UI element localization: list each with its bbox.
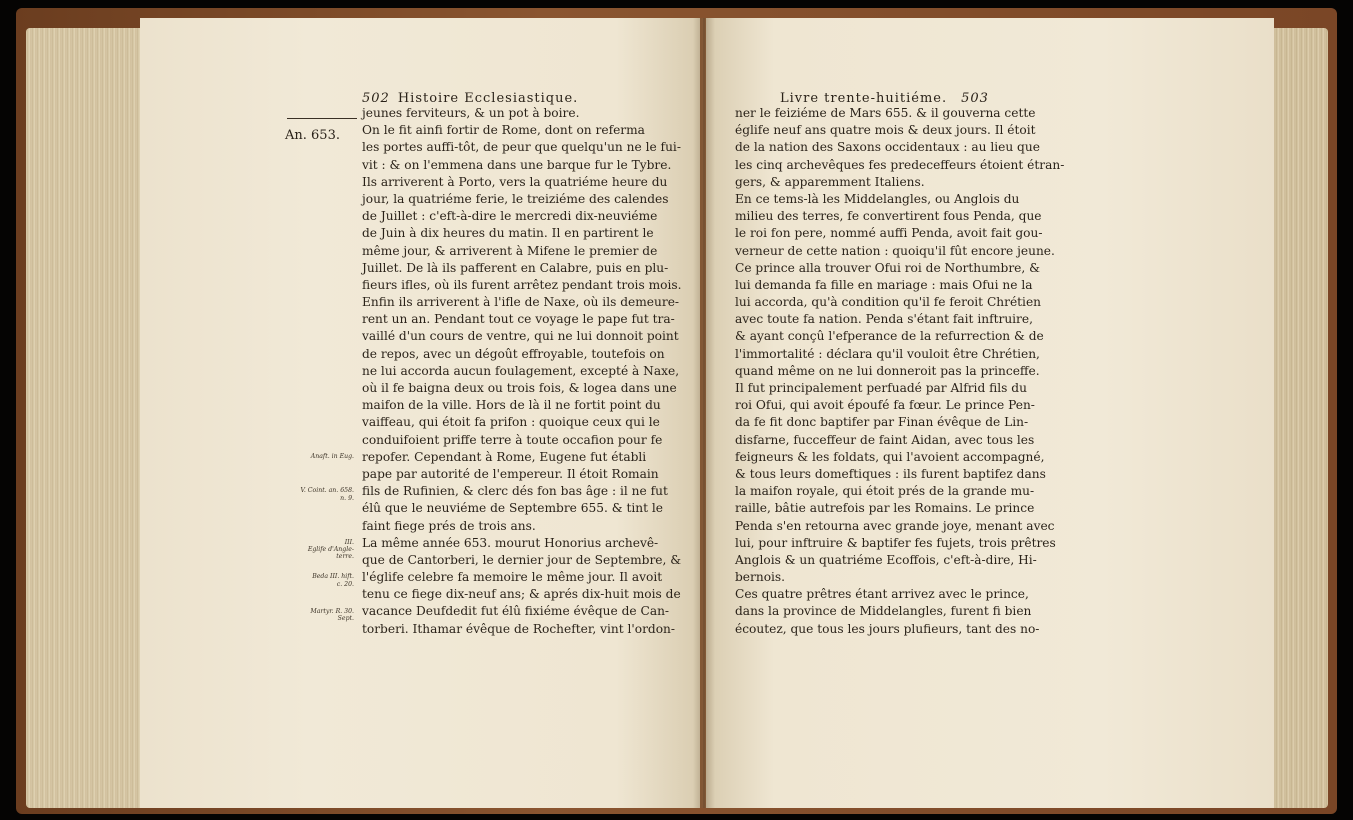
left-text-line: pape par autorité de l'empereur. Il étoit Romain xyxy=(362,466,659,481)
margin-year: An. 653. xyxy=(285,128,340,143)
right-text-line: feigneurs & les foldats, qui l'avoient accompagné, xyxy=(735,449,1045,464)
right-text-line: En ce tems-là les Middelangles, ou Anglois du xyxy=(735,191,1020,206)
left-text-line: conduifoient priffe terre à toute occafion pour fe xyxy=(362,432,663,447)
left-text-line: Ils arriverent à Porto, vers la quatriéme heure du xyxy=(362,174,668,189)
left-text-line: où il fe baigna deux ou trois fois, & logea dans une xyxy=(362,381,677,395)
left-text-line: de Juillet : c'eft-à-dire le mercredi dix-neuviéme xyxy=(362,209,658,224)
left-text-line: de repos, avec un dégoût effroyable, toutefois on xyxy=(362,346,665,361)
left-page-number: 502 xyxy=(362,91,390,106)
margin-note xyxy=(268,487,354,501)
left-text-line: vaillé d'un cours de ventre, qui ne lui donnoit point xyxy=(362,329,679,344)
right-text-line: & ayant conçû l'efperance de la refurrection & de xyxy=(735,329,1044,344)
left-text-line: l'églife celebre fa memoire le même jour. Il avoit xyxy=(362,570,663,585)
left-text-line: que de Cantorberi, le dernier jour de Septembre, & xyxy=(362,552,682,567)
margin-note xyxy=(268,539,354,561)
right-running-title: Livre trente-huitiéme. xyxy=(780,91,948,106)
margin-note-line: V. Coint. an. 658. xyxy=(300,487,354,495)
left-text-line: Enfin ils arriverent à l'ifle de Naxe, où ils demeure- xyxy=(362,295,680,310)
margin-note-line: terre. xyxy=(336,553,354,561)
margin-note-line: n. 9. xyxy=(340,494,354,502)
right-text-line: les cinq archevêques fes predeceffeurs étoient étran- xyxy=(735,157,1065,172)
margin-note-line: Sept. xyxy=(337,615,354,622)
right-text-line: milieu des terres, fe convertirent fous Penda, que xyxy=(735,209,1042,224)
right-text-line: roi Ofui, qui avoit époufé fa fœur. Le prince Pen- xyxy=(735,398,1035,413)
left-text-line: vacance Deufdedit fut élû fixiéme évêque de Can- xyxy=(362,604,670,619)
left-text-line: rent un an. Pendant tout ce voyage le pape fut tra- xyxy=(362,312,675,327)
right-text-line: Il fut principalement perfuadé par Alfrid fils du xyxy=(735,381,1027,395)
left-running-title: Histoire Ecclesiastique. xyxy=(397,91,579,106)
left-text-line: ne lui accorda aucun foulagement, excepté à Naxe, xyxy=(362,363,680,378)
right-text-line: l'immortalité : déclara qu'il vouloit être Chrétien, xyxy=(735,346,1040,361)
right-text-line: églife neuf ans quatre mois & deux jours. Il étoit xyxy=(735,123,1036,138)
margin-note xyxy=(268,573,354,587)
left-text-line: élû que le neuviéme de Septembre 655. & tint le xyxy=(362,501,663,516)
right-text-line: Penda s'en retourna avec grande joye, menant avec xyxy=(735,518,1055,533)
page-edges-right xyxy=(1270,28,1328,808)
left-text-line: même jour, & arriverent à Mifene le premier de xyxy=(362,243,658,258)
margin-note-line: Anaft. in Eug. xyxy=(310,453,354,460)
right-text-line: lui demanda fa fille en mariage : mais Ofui ne la xyxy=(735,277,1033,292)
right-text-line: Ces quatre prêtres étant arrivez avec le prince, xyxy=(735,587,1029,602)
right-text-line: lui accorda, qu'à condition qu'il fe feroit Chrétien xyxy=(735,295,1042,310)
right-text-line: le roi fon pere, nommé auffi Penda, avoit fait gou- xyxy=(735,226,1043,241)
right-text-line: quand même on ne lui donneroit pas la princeffe. xyxy=(735,363,1040,378)
left-text-line: jour, la quatriéme ferie, le treiziéme des calendes xyxy=(362,191,669,206)
right-running-head xyxy=(780,91,997,106)
left-text-line: vit : & on l'emmena dans une barque fur le Tybre. xyxy=(362,157,672,172)
margin-note-line: Eglife d'Angle- xyxy=(307,546,354,554)
right-text-line: gers, & apparemment Italiens. xyxy=(735,174,925,189)
right-text-line: bernois. xyxy=(735,570,786,585)
book-gutter xyxy=(693,18,715,808)
right-page-number: 503 xyxy=(961,91,989,106)
left-running-head xyxy=(362,91,578,106)
page-edges-left xyxy=(26,28,146,808)
left-text-line: faint fiege prés de trois ans. xyxy=(362,518,536,533)
right-text-line: avec toute fa nation. Penda s'étant fait inftruire, xyxy=(735,312,1033,327)
margin-note-line: III. xyxy=(344,539,354,546)
left-text-line: les portes auffi-tôt, de peur que quelqu'un ne le fui- xyxy=(362,140,681,155)
left-text-line: torberi. Ithamar évêque de Rochefter, vint l'ordon- xyxy=(362,621,676,636)
right-text-line: ner le feiziéme de Mars 655. & il gouverna cette xyxy=(735,106,1036,120)
left-text-line: Juillet. De là ils pafferent en Calabre, puis en plu- xyxy=(362,260,669,275)
left-text-line: maifon de la ville. Hors de là il ne fortit point du xyxy=(362,398,661,413)
left-text-line: repofer. Cependant à Rome, Eugene fut établi xyxy=(362,449,647,464)
margin-note-line: c. 20. xyxy=(336,580,354,588)
right-text-line: lui, pour inftruire & baptifer fes fujets, trois prêtres xyxy=(735,535,1056,550)
right-text-line: & tous leurs domeftiques : ils furent baptifez dans xyxy=(735,466,1046,481)
right-text-line: dans la province de Middelangles, furent fi bien xyxy=(735,604,1032,619)
left-text-line: vaiffeau, qui étoit fa prifon : quoique ceux qui le xyxy=(362,415,660,430)
right-text-line: verneur de cette nation : quoiqu'il fût encore jeune. xyxy=(735,243,1055,258)
right-text-line: disfarne, fucceffeur de faint Aidan, avec tous les xyxy=(735,432,1035,447)
margin-note-line: Martyr. R. 30. xyxy=(310,607,354,615)
margin-note xyxy=(268,453,354,460)
left-body-text xyxy=(362,105,680,638)
right-text-line: écoutez, que tous les jours plufieurs, tant des no- xyxy=(735,621,1040,636)
right-text-line: raille, bâtie autrefois par les Romains. Le prince xyxy=(735,501,1035,516)
margin-rule xyxy=(287,118,357,119)
left-text-line: tenu ce fiege dix-neuf ans; & aprés dix-huit mois de xyxy=(362,587,681,602)
left-text-line: On le fit ainfi fortir de Rome, dont on referma xyxy=(362,123,645,138)
margin-note-line: Beda III. hift. xyxy=(312,573,354,581)
right-text-line: la maifon royale, qui étoit prés de la grande mu- xyxy=(735,484,1035,499)
right-text-line: Ce prince alla trouver Ofui roi de Northumbre, & xyxy=(735,260,1040,275)
margin-note xyxy=(268,608,354,622)
right-body-text xyxy=(735,105,1065,638)
right-text-line: de la nation des Saxons occidentaux : au lieu que xyxy=(735,140,1040,155)
left-text-line: fieurs ifles, où ils furent arrêtez pendant trois mois. xyxy=(362,277,682,292)
right-text-line: da fe fit donc baptifer par Finan évêque de Lin- xyxy=(735,415,1029,430)
left-text-line: La même année 653. mourut Honorius archevê- xyxy=(362,535,659,550)
left-text-line: de Juin à dix heures du matin. Il en partirent le xyxy=(362,226,654,241)
right-text-line: Anglois & un quatriéme Ecoffois, c'eft-à-dire, Hi- xyxy=(735,552,1037,567)
left-text-line: jeunes ferviteurs, & un pot à boire. xyxy=(362,106,580,120)
left-text-line: fils de Rufinien, & clerc dés fon bas âge : il ne fut xyxy=(362,484,668,499)
